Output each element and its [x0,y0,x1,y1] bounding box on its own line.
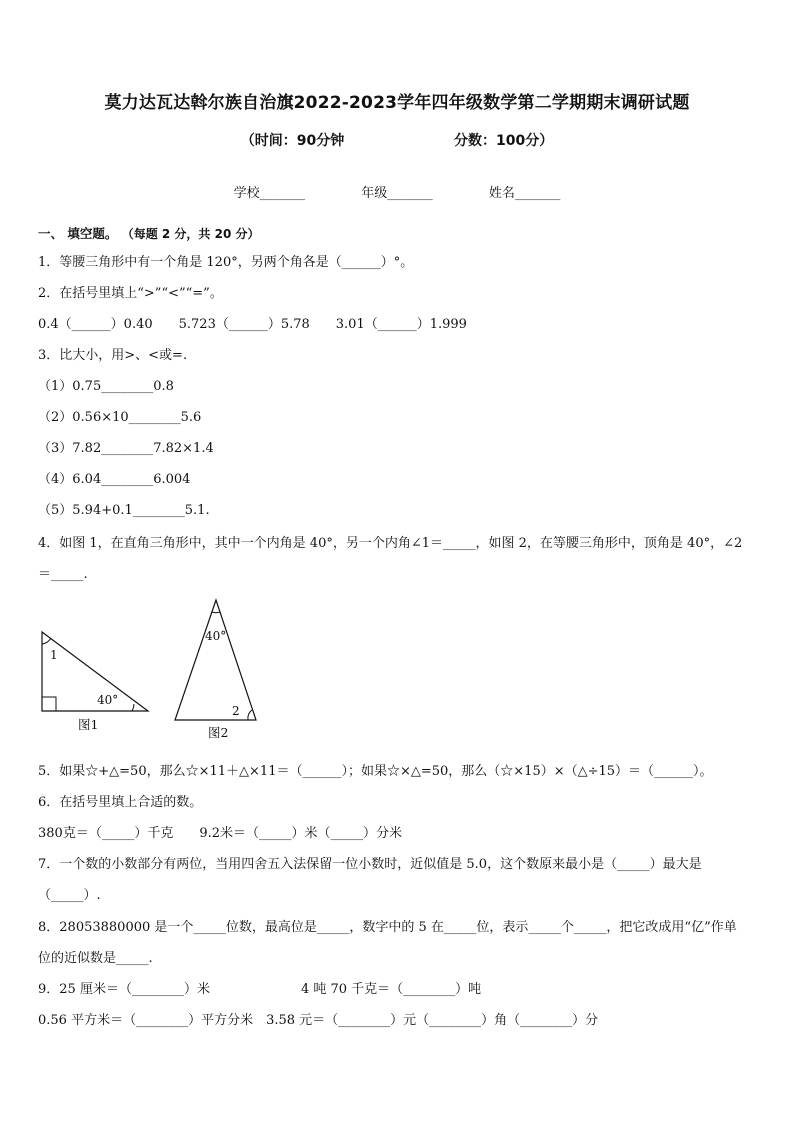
exam-time: （时间：90分钟 [240,133,345,149]
name-field[interactable]: 姓名_______ [488,186,561,201]
question-8-line-1: 8．28053880000 是一个_____位数，最高位是_____，数字中的 5 在_____位，表示_____个_____，把它改成用“亿”作单 [38,920,737,935]
fig2-caption: 图2 [208,725,229,740]
question-7-line-2: （_____）. [38,888,101,903]
question-3-item: （3）7.82________7.82×1.4 [38,441,214,456]
student-info-row [0,182,794,201]
fig2-angle-40-label: 40° [205,629,227,643]
angle-2-arc [248,710,252,720]
question-2-items: 0.4（______）0.40 5.723（______）5.78 3.01（______）1.999 [38,317,467,332]
question-6: 6．在括号里填上合适的数。 [38,795,203,810]
fig1-angle-1-label: 1 [50,648,58,662]
question-9-line-1: 9．25 厘米＝（________）米 4 吨 70 千克＝（________）吨 [38,982,482,997]
question-4-figures [38,596,278,744]
question-8-line-2: 位的近似数是_____. [38,951,153,966]
question-4-line-2: ＝_____. [38,567,88,582]
question-3-item: （1）0.75________0.8 [38,379,174,394]
exam-meta [0,130,794,150]
exam-title: 莫力达瓦达斡尔族自治旗2022-2023学年四年级数学第二学期期末调研试题 [104,93,690,113]
question-3: 3．比大小，用>、<或=. [38,348,188,363]
question-3-item: （4）6.04________6.004 [38,472,191,487]
grade-field[interactable]: 年级_______ [361,186,433,201]
question-3-item: （2）0.56×10________5.6 [38,410,202,425]
triangle-figures [38,596,278,744]
isosceles-triangle [175,600,256,720]
question-1: 1．等腰三角形中有一个角是 120°，另两个角各是（______）°。 [38,255,414,270]
apex-angle-arc [212,612,220,613]
question-3-item: （5）5.94+0.1________5.1. [38,503,210,518]
question-7-line-1: 7．一个数的小数部分有两位，当用四舍五入法保留一位小数时，近似值是 5.0，这个数原来最小是（_____）最大是 [38,857,702,872]
question-9-line-2: 0.56 平方米＝（________）平方分米 3.58 元＝（________）元（________）角（________）分 [38,1013,599,1028]
fig1-angle-40-label: 40° [97,693,119,707]
right-angle-mark [42,697,56,711]
question-6-items: 380克＝（_____）千克 9.2米＝（_____）米（_____）分米 [38,826,402,841]
right-triangle [42,632,148,711]
section-heading [38,224,259,242]
section-note: （每题 2 分，共 20 分） [121,227,260,241]
exam-score: 分数：100分） [454,133,554,149]
question-2: 2．在括号里填上“>”“<”“=”。 [38,286,223,301]
angle-1-arc [42,638,51,644]
angle-40-arc [132,704,134,711]
question-4-line-1: 4．如图 1，在直角三角形中，其中一个内角是 40°，另一个内角∠1＝_____，如图 2，在等腰三角形中，顶角是 40°，∠2 [38,536,743,551]
question-5: 5．如果☆+△=50，那么☆×11＋△×11＝（______）；如果☆×△=50，那么（☆×15）×（△÷15）＝（______）。 [38,764,713,779]
school-field[interactable]: 学校_______ [233,186,306,201]
fig2-angle-2-label: 2 [232,704,240,718]
section-title: 一、 填空题。 [38,226,118,241]
fig1-caption: 图1 [78,717,99,732]
